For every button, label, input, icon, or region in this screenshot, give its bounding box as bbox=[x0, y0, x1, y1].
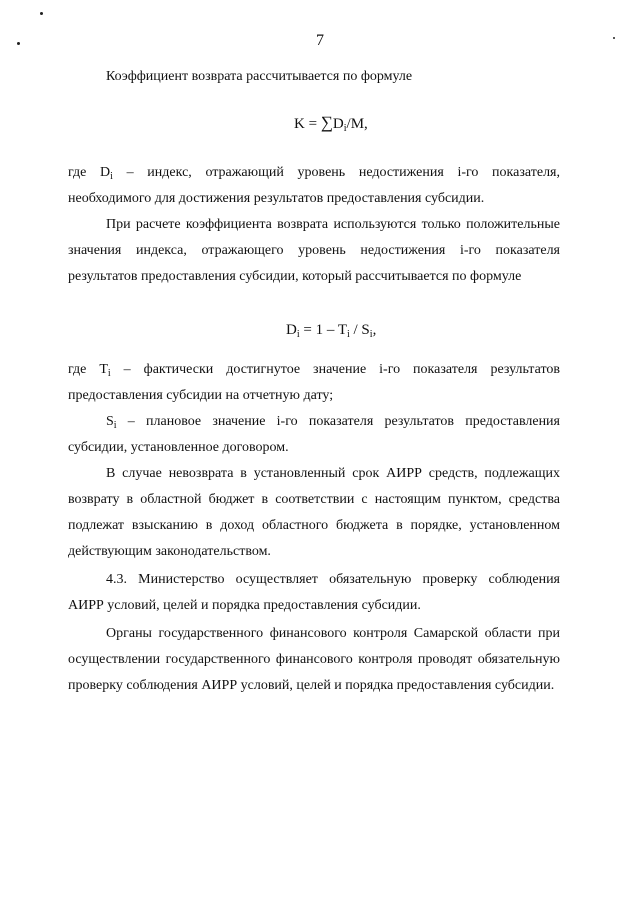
s-def-prefix: S bbox=[106, 414, 114, 429]
s-def-sub: i bbox=[113, 420, 117, 431]
d-def-prefix: где D bbox=[68, 165, 111, 180]
formula-k-var: D bbox=[332, 116, 344, 132]
formula-k-right: /M, bbox=[346, 116, 368, 132]
paragraph-d-definition bbox=[68, 160, 560, 212]
formula-index bbox=[0, 317, 640, 343]
formula-d-var: D bbox=[286, 322, 297, 338]
paragraph-s-definition bbox=[68, 409, 560, 461]
t-def-sub: i bbox=[107, 368, 111, 379]
formula-k-sub: i bbox=[343, 123, 347, 134]
formula-s-sub: i bbox=[369, 329, 373, 340]
formula-t-sub: i bbox=[346, 329, 350, 340]
paragraph-financial-control: Органы государственного финансового контроля Самарской области при осуществлении государственного финансового контроля проводят обязательную проверку соблюдения АИРР условий, целей и порядка предоставления субсидии. bbox=[68, 626, 560, 693]
formula-d-end: , bbox=[372, 322, 377, 338]
formula-return-coefficient bbox=[0, 110, 640, 137]
paragraph-calculation: При расчете коэффициента возврата используются только положительные значения индекса, отражающего уровень недостижения i-го показателя результатов предоставления субсидии, который рассчитывается по формуле bbox=[68, 217, 560, 284]
paragraph-formula-intro: Коэффициент возврата рассчитывается по формуле bbox=[106, 69, 413, 84]
t-def-text: – фактически достигнутое значение i-го показателя результатов предоставления субсидии на отчетную дату; bbox=[68, 362, 560, 403]
paragraph-section-4-3: 4.3. Министерство осуществляет обязательную проверку соблюдения АИРР условий, целей и порядка предоставления субсидии. bbox=[68, 572, 560, 613]
formula-d-sub: i bbox=[296, 329, 300, 340]
formula-d-mid: = 1 – T bbox=[299, 322, 347, 338]
formula-k-left: K = bbox=[294, 116, 321, 132]
t-def-prefix: где T bbox=[68, 362, 108, 377]
page-number: 7 bbox=[316, 32, 324, 49]
d-def-sub: i bbox=[110, 171, 113, 182]
formula-sigma: ∑ bbox=[320, 113, 333, 132]
s-def-text: – плановое значение i-го показателя результатов предоставления субсидии, установленное договором. bbox=[68, 414, 560, 455]
formula-d-slash: / S bbox=[349, 322, 370, 338]
paragraph-t-definition bbox=[68, 357, 560, 409]
d-def-text: – индекс, отражающий уровень недостижения i-го показателя, необходимого для достижения результатов предоставления субсидии. bbox=[68, 165, 560, 206]
scan-speck bbox=[40, 12, 43, 15]
paragraph-non-return: В случае невозврата в установленный срок АИРР средств, подлежащих возврату в областной бюджет в соответствии с настоящим пунктом, средства подлежат взысканию в доход областного бюджета в порядке, установленном действующим законодательством. bbox=[68, 466, 560, 559]
